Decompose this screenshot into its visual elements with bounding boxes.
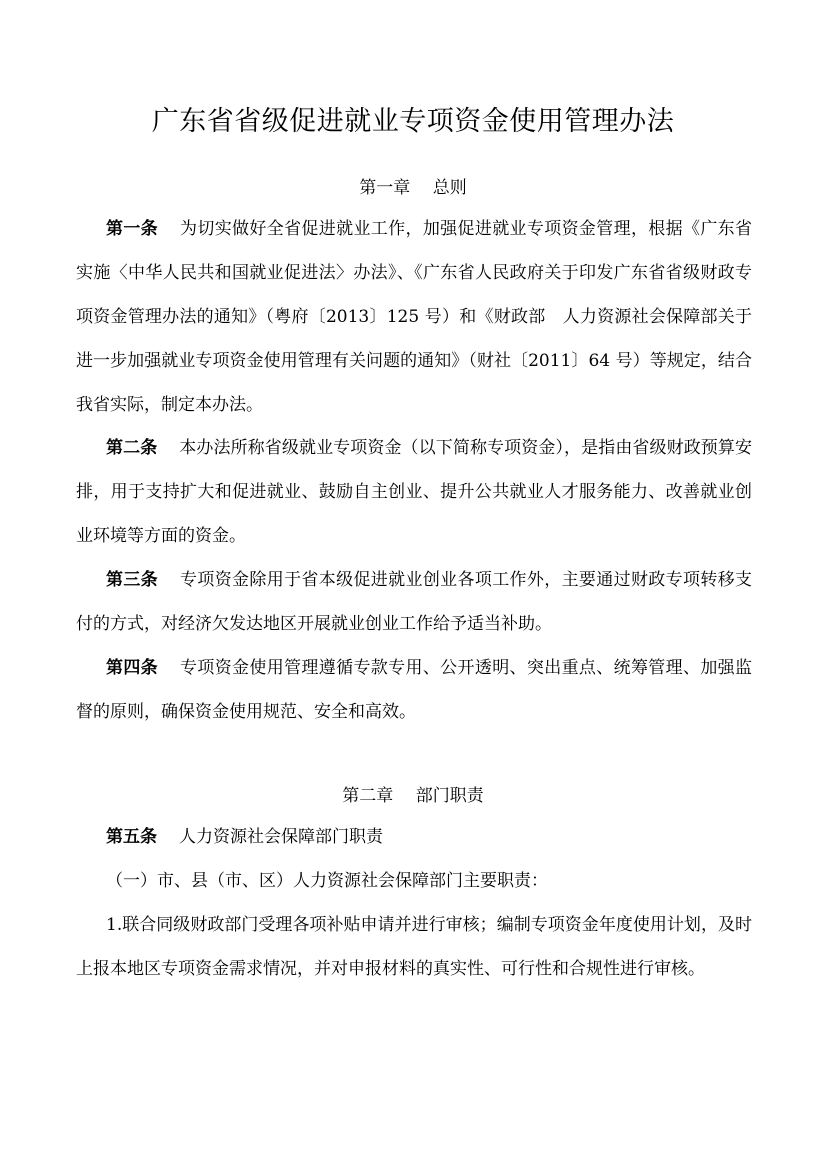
article-5-item-1-1: 1.联合同级财政部门受理各项补贴申请并进行审核；编制专项资金年度使用计划，及时上报本地区专项资金需求情况，并对申报材料的真实性、可行性和合规性进行审核。	[76, 915, 752, 979]
article-3	[76, 558, 752, 646]
article-2	[76, 426, 752, 558]
article-1-text: 为切实做好全省促进就业工作，加强促进就业专项资金管理，根据《广东省实施〈中华人民共和国就业促进法〉办法》、《广东省人民政府关于印发广东省省级财政专项资金管理办法的通知》（粤府〔2013〕125 号）和《财政部 人力资源社会保障部关于进一步加强就业专项资金使用管理有关问题的通知》（财社〔2011〕64 号）等规定，结合我省实际，制定本办法。	[76, 219, 753, 415]
article-2-label: 第二条	[106, 438, 158, 458]
chapter-1-heading: 第一章 总则	[359, 178, 467, 198]
article-3-label: 第三条	[106, 570, 159, 590]
article-2-text: 本办法所称省级就业专项资金（以下简称专项资金），是指由省级财政预算安排，用于支持扩大和促进就业、鼓励自主创业、提升公共就业人才服务能力、改善就业创业环境等方面的资金。	[76, 438, 753, 546]
article-4-text: 专项资金使用管理遵循专款专用、公开透明、突出重点、统筹管理、加强监督的原则，确保资金使用规范、安全和高效。	[76, 658, 753, 722]
article-5-text: 人力资源社会保障部门职责	[179, 827, 383, 847]
article-5	[76, 815, 752, 859]
article-5-item-1: （一）市、县（市、区）人力资源社会保障部门主要职责：	[106, 871, 548, 891]
article-1-label: 第一条	[106, 219, 159, 239]
article-4	[76, 646, 752, 734]
article-5-label: 第五条	[106, 827, 157, 847]
document-title: 广东省省级促进就业专项资金使用管理办法	[151, 106, 675, 137]
article-1	[76, 207, 752, 427]
article-4-label: 第四条	[106, 658, 159, 678]
article-3-text: 专项资金除用于省本级促进就业创业各项工作外，主要通过财政专项转移支付的方式，对经济欠发达地区开展就业创业工作给予适当补助。	[76, 570, 753, 634]
chapter-2-heading: 第二章 部门职责	[342, 786, 484, 806]
